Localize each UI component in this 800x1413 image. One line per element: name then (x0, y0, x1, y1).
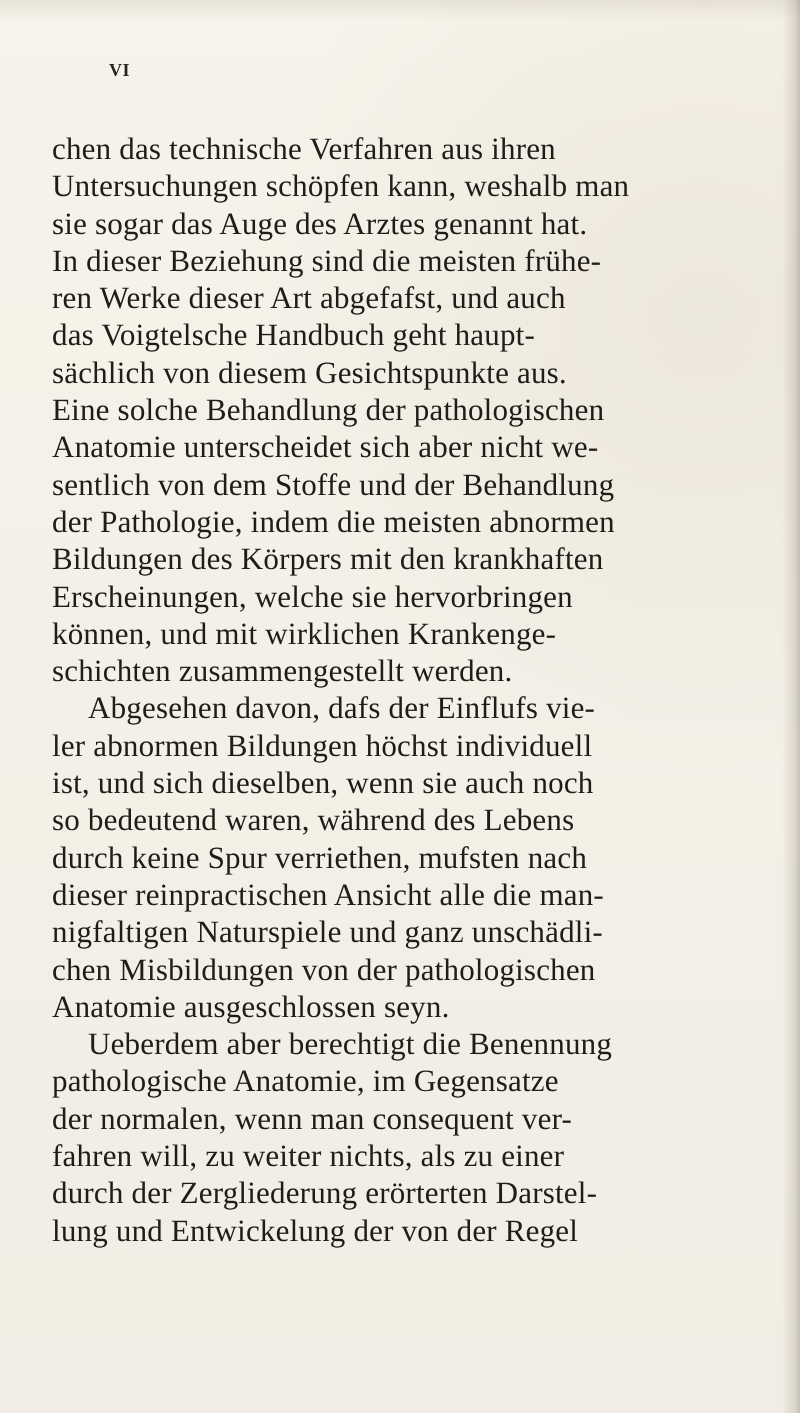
text-line: pathologische Anatomie, im Gegensatze (52, 1063, 559, 1099)
page-top-shadow (0, 0, 800, 20)
text-line: können, und mit wirklichen Krankenge- (52, 615, 557, 651)
text-line: lung und Entwickelung der von der Regel (52, 1212, 579, 1248)
text-line: ler abnormen Bildungen höchst individuell (52, 727, 593, 763)
page-edge-shadow (782, 0, 800, 1413)
text-line: Bildungen des Körpers mit den krankhaften (52, 541, 604, 577)
text-line: Anatomie ausgeschlossen seyn. (52, 988, 450, 1024)
text-line: sentlich von dem Stoffe und der Behandlung (52, 466, 615, 502)
page-number: VI (109, 60, 131, 80)
paragraph-start-line: Abgesehen davon, dafs der Einflufs vie- (88, 690, 596, 726)
text-line: In dieser Beziehung sind die meisten frühe- (52, 242, 602, 278)
text-line: fahren will, zu weiter nichts, als zu einer (52, 1138, 565, 1174)
text-line: so bedeutend waren, während des Lebens (52, 802, 575, 838)
text-line: durch keine Spur verriethen, mufsten nach (52, 839, 588, 875)
text-line: Anatomie unterscheidet sich aber nicht we- (52, 429, 599, 465)
text-line: nigfaltigen Naturspiele und ganz unschädli- (52, 914, 603, 950)
text-line: sie sogar das Auge des Arztes genannt hat. (52, 205, 588, 241)
text-line: chen Misbildungen von der pathologischen (52, 951, 596, 987)
text-line: Erscheinungen, welche sie hervorbringen (52, 578, 573, 614)
text-line: ist, und sich dieselben, wenn sie auch noch (52, 765, 594, 801)
text-line: Eine solche Behandlung der pathologischen (52, 392, 605, 428)
text-line: sächlich von diesem Gesichtspunkte aus. (52, 354, 567, 390)
paragraph-start-line: Ueberdem aber berechtigt die Benennung (88, 1026, 613, 1062)
text-line: das Voigtelsche Handbuch geht haupt- (52, 317, 536, 353)
text-line: dieser reinpractischen Ansicht alle die man- (52, 876, 604, 912)
text-line: der Pathologie, indem die meisten abnormen (52, 503, 615, 539)
text-line: durch der Zergliederung erörterten Darstel- (52, 1175, 598, 1211)
text-line: ren Werke dieser Art abgefafst, und auch (52, 280, 566, 316)
text-line: der normalen, wenn man consequent ver- (52, 1100, 573, 1136)
body-text-block (52, 130, 752, 1249)
text-line: schichten zusammengestellt werden. (52, 653, 513, 689)
text-line: Untersuchungen schöpfen kann, weshalb man (52, 168, 630, 204)
text-line: chen das technische Verfahren aus ihren (52, 131, 556, 166)
